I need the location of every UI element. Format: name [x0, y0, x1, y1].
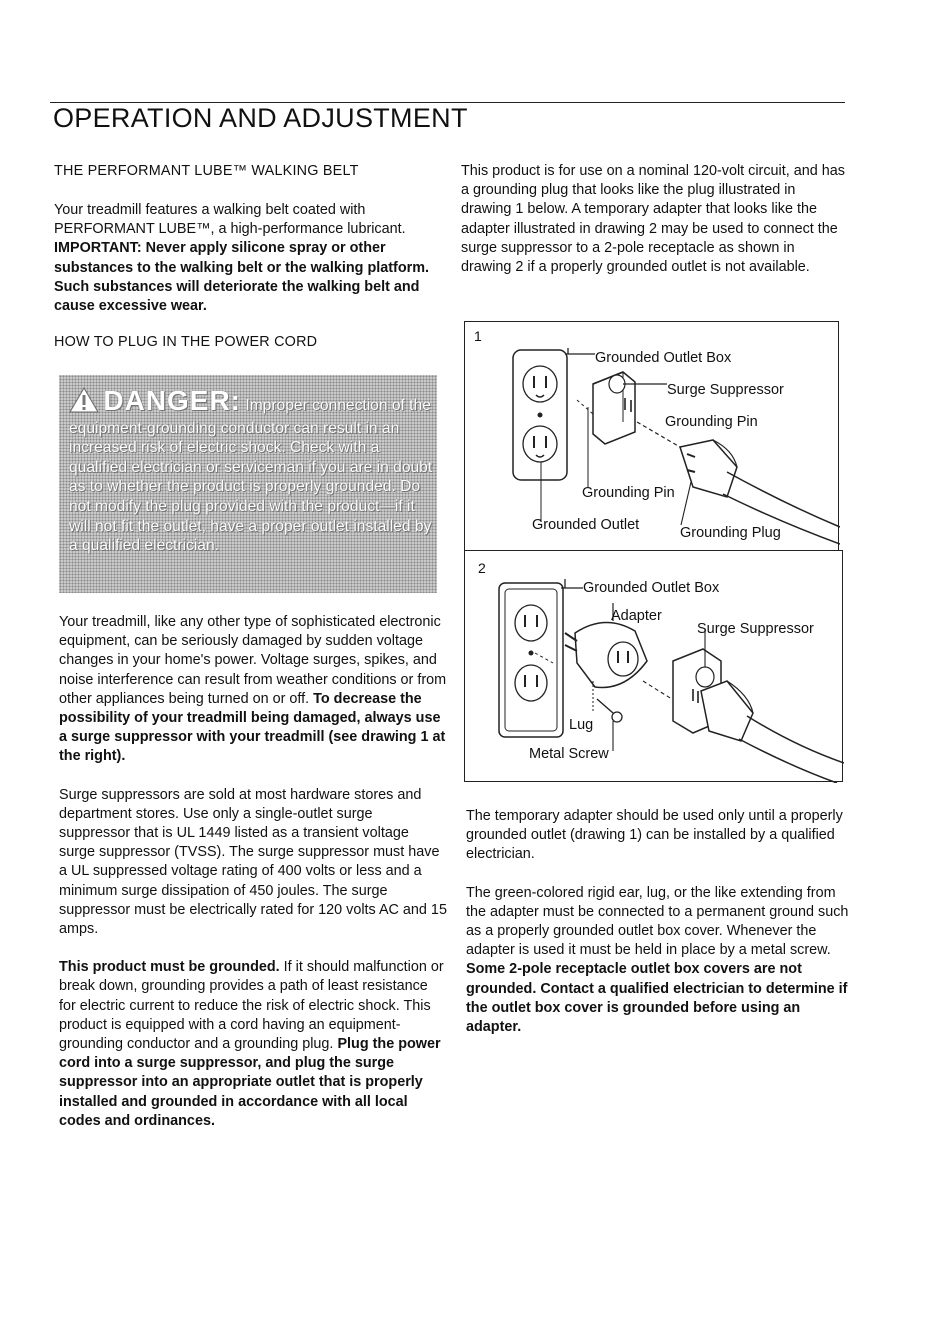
ear-bold: Some 2-pole receptacle outlet box covers are not grounded. Contact a qualified electrician to determine if the outlet box cover is grounded before using an adapter. — [466, 961, 848, 1036]
ear-paragraph — [466, 884, 851, 1038]
figure-1 — [464, 321, 839, 551]
ground-bold-1: This product must be grounded. — [59, 959, 280, 976]
fig1-grounding-pin-top-label: Grounding Pin — [665, 414, 758, 430]
fig2-surge-suppressor-label: Surge Suppressor — [697, 621, 814, 637]
belt-text: Your treadmill features a walking belt coated with PERFORMANT LUBE™, a high-performance lubricant. — [54, 202, 406, 238]
figure-1-number: 1 — [474, 328, 482, 344]
fig1-grounded-outlet-box-label: Grounded Outlet Box — [595, 350, 732, 366]
right-column-intro — [461, 162, 846, 277]
belt-important: IMPORTANT: Never apply silicone spray or other substances to the walking belt or the walking platform. Such substances will deteriorate the walking belt and cause excessive wear. — [54, 240, 430, 315]
belt-paragraph — [54, 201, 444, 316]
danger-word: DANGER: — [103, 385, 242, 416]
right-column-lower — [466, 807, 851, 1037]
left-column — [54, 162, 444, 352]
fig2-adapter-label: Adapter — [611, 608, 662, 624]
ground-text: If it should malfunction or break down, grounding provides a path of least resistance for electric current to reduce the risk of electric shock. This product is equipped with a cord having an equipment-grounding conductor and a grounding plug. — [59, 959, 444, 1053]
ground-paragraph — [59, 958, 447, 1131]
figure-2-number: 2 — [478, 560, 486, 576]
plug-heading: HOW TO PLUG IN THE POWER CORD — [54, 334, 318, 351]
intro-paragraph: This product is for use on a nominal 120-volt circuit, and has a grounding plug that looks like the plug illustrated in drawing 1 below. A temporary adapter that looks like the adapter illustrated in drawing 2 may be used to connect the surge suppressor to a 2-pole receptacle as shown in drawing 2 if a properly grounded outlet is not available. — [461, 163, 845, 276]
belt-heading: THE PERFORMANT LUBE™ WALKING BELT — [54, 163, 359, 179]
fig2-grounded-outlet-box-label: Grounded Outlet Box — [583, 580, 720, 596]
fig2-metal-screw-label: Metal Screw — [529, 746, 609, 762]
voltage-text: Your treadmill, like any other type of sophisticated electronic equipment, can be seriously damaged by sudden voltage changes in your home's power. Voltage surges, spikes, and noise interference can result from weather conditions or from other appliances being turned on or off. — [59, 614, 447, 707]
left-column-lower — [59, 613, 447, 1131]
fig1-grounding-pin-bottom-label: Grounding Pin — [582, 485, 675, 501]
temp-adapter-paragraph: The temporary adapter should be used only until a properly grounded outlet (drawing 1) can be installed by a qualified electrician. — [466, 808, 843, 863]
ground-bold-2: Plug the power cord into a surge suppressor, and plug the surge suppressor into an appropriate outlet that is properly installed and grounded in accordance with all local codes and ordinances. — [59, 1036, 441, 1129]
page-title: OPERATION AND ADJUSTMENT — [53, 103, 468, 133]
voltage-paragraph — [59, 613, 447, 767]
fig1-grounded-outlet-label: Grounded Outlet — [532, 517, 640, 533]
surge-paragraph: Surge suppressors are sold at most hardware stores and department stores. Use only a single-outlet surge suppressor that is UL 1449 listed as a transient voltage surge suppressor (TVSS). The surge suppressor must have a UL suppressed voltage rating of 400 volts or less and a minimum surge dissipation of 450 joules. The surge suppressor must be electrically rated for 120 volts AC and 15 amps. — [59, 786, 447, 938]
figure-2 — [464, 550, 843, 782]
fig2-lug-label: Lug — [569, 717, 594, 733]
warning-triangle-icon — [69, 387, 99, 419]
fig1-surge-suppressor-label: Surge Suppressor — [667, 382, 784, 398]
fig1-grounding-plug-label: Grounding Plug — [680, 525, 781, 541]
danger-box — [59, 375, 437, 593]
ear-text: The green-colored rigid ear, lug, or the like extending from the adapter must be connected to a permanent ground such as a properly grounded outlet box cover. Whenever the adapter is used it must be held in place by a metal screw. — [466, 884, 849, 959]
danger-text: Improper connection of the equipment-grounding conductor can result in an increased risk of electric shock. Check with a qualified electrician or serviceman if you are in doubt as to whether the product is properly grounded. Do not modify the plug provided with the product—if it will not fit the outlet, have a proper outlet installed by a qualified electrician. — [69, 397, 433, 555]
voltage-bold: To decrease the possibility of your treadmill being damaged, always use a surge suppressor with your treadmill (see drawing 1 at the right). — [59, 690, 446, 765]
